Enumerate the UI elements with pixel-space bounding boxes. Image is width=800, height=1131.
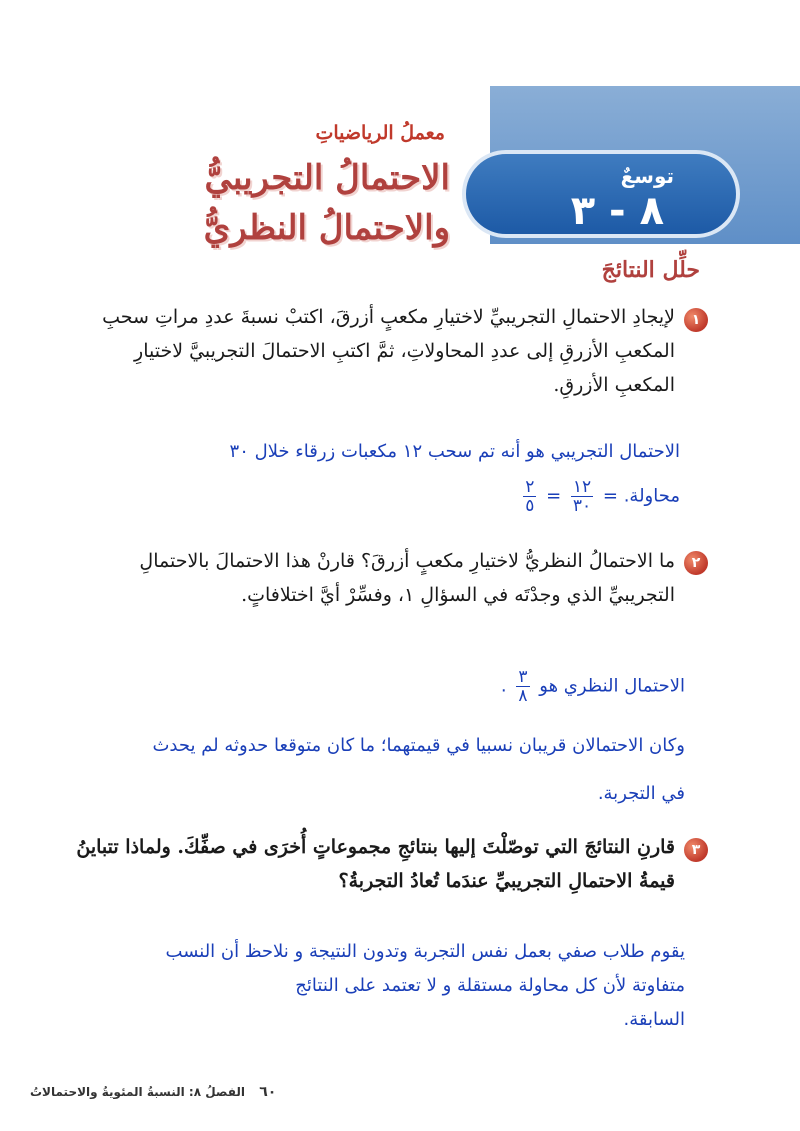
answer-2-label: الاحتمال النظري هو — [539, 675, 685, 697]
answer-1-word: محاولة. — [623, 485, 680, 507]
equals-sign-2: = — [540, 485, 562, 507]
fraction-denominator: ٨ — [518, 686, 528, 706]
answer-3-line3: السابقة. — [623, 1009, 685, 1030]
page-number: ٦٠ — [259, 1084, 277, 1100]
fraction-2-5 — [523, 478, 536, 515]
answer-3-line1: يقوم طلاب صفي بعمل نفس التجربة وتدون النتيجة و نلاحظ أن النسب — [165, 941, 685, 962]
fraction-3-8 — [516, 668, 529, 705]
question-number-2: ٢ — [684, 551, 708, 575]
question-number-1: ١ — [684, 308, 708, 332]
chapter-label: الفصلُ ٨: النسبةُ المئويةُ والاحتمالاتُ — [30, 1085, 246, 1099]
badge-number: ٨ - ٣ — [570, 188, 664, 234]
fraction-denominator: ٣٠ — [572, 496, 592, 516]
lab-title: معملُ الرياضياتِ — [315, 122, 445, 144]
answer-2-line1 — [65, 668, 685, 705]
answer-3-line2: متفاوتة لأن كل محاولة مستقلة و لا تعتمد على النتائج — [295, 975, 685, 996]
question-3-text: قارنِ النتائجَ التي توصّلْتَ إليها بنتائجِ مجموعاتٍ أُخرَى في صفِّكَ. ولماذا تتباينُ قيمةُ الاحتمالِ التجريبيِّ عندَما تُعادُ التجربةُ؟ — [76, 836, 675, 892]
period: . — [500, 675, 507, 697]
badge-label: توسعٌ — [620, 164, 674, 188]
fraction-numerator: ٢ — [525, 477, 535, 497]
question-number-3: ٣ — [684, 838, 708, 862]
answer-1-line1: الاحتمال التجريبي هو أنه تم سحب ١٢ مكعبات زرقاء خلال ٣٠ — [229, 441, 680, 462]
answer-2-line3: في التجربة. — [597, 783, 685, 804]
fraction-numerator: ١٢ — [572, 477, 592, 497]
equals-sign-1: = — [597, 485, 618, 507]
answer-1-line2 — [60, 478, 680, 515]
page-title-line1: الاحتمالُ التجريبيُّ — [204, 158, 450, 198]
answer-2-line2: وكان الاحتمالان قريبان نسبيا في قيمتهما؛ ما كان متوقعا حدوثه لم يحدث — [152, 735, 685, 756]
section-heading: حلِّل النتائجَ — [601, 257, 700, 283]
lesson-badge — [462, 150, 740, 238]
fraction-12-30 — [571, 478, 593, 515]
fraction-denominator: ٥ — [525, 496, 535, 516]
fraction-numerator: ٣ — [518, 667, 528, 687]
page-title-line2: والاحتمالُ النظريُّ — [203, 208, 450, 248]
page-footer — [30, 1084, 276, 1100]
question-2-text: ما الاحتمالُ النظريُّ لاختيارِ مكعبٍ أزرقَ؟ قارنْ هذا الاحتمالَ بالاحتمالِ التجريبيِّ الذي وجدْتَه في السؤالِ ١، وفسِّرْ أيَّ اختلافاتٍ. — [139, 550, 675, 606]
question-1-text: لإيجادِ الاحتمالِ التجريبيِّ لاختيارِ مكعبٍ أزرقَ، اكتبْ نسبةَ عددِ مراتِ سحبِ المكعبِ الأزرقِ إلى عددِ المحاولاتِ، ثمَّ اكتبِ الاحتمالَ التجريبيَّ لاختيارِ المكعبِ الأزرقِ. — [102, 306, 675, 396]
